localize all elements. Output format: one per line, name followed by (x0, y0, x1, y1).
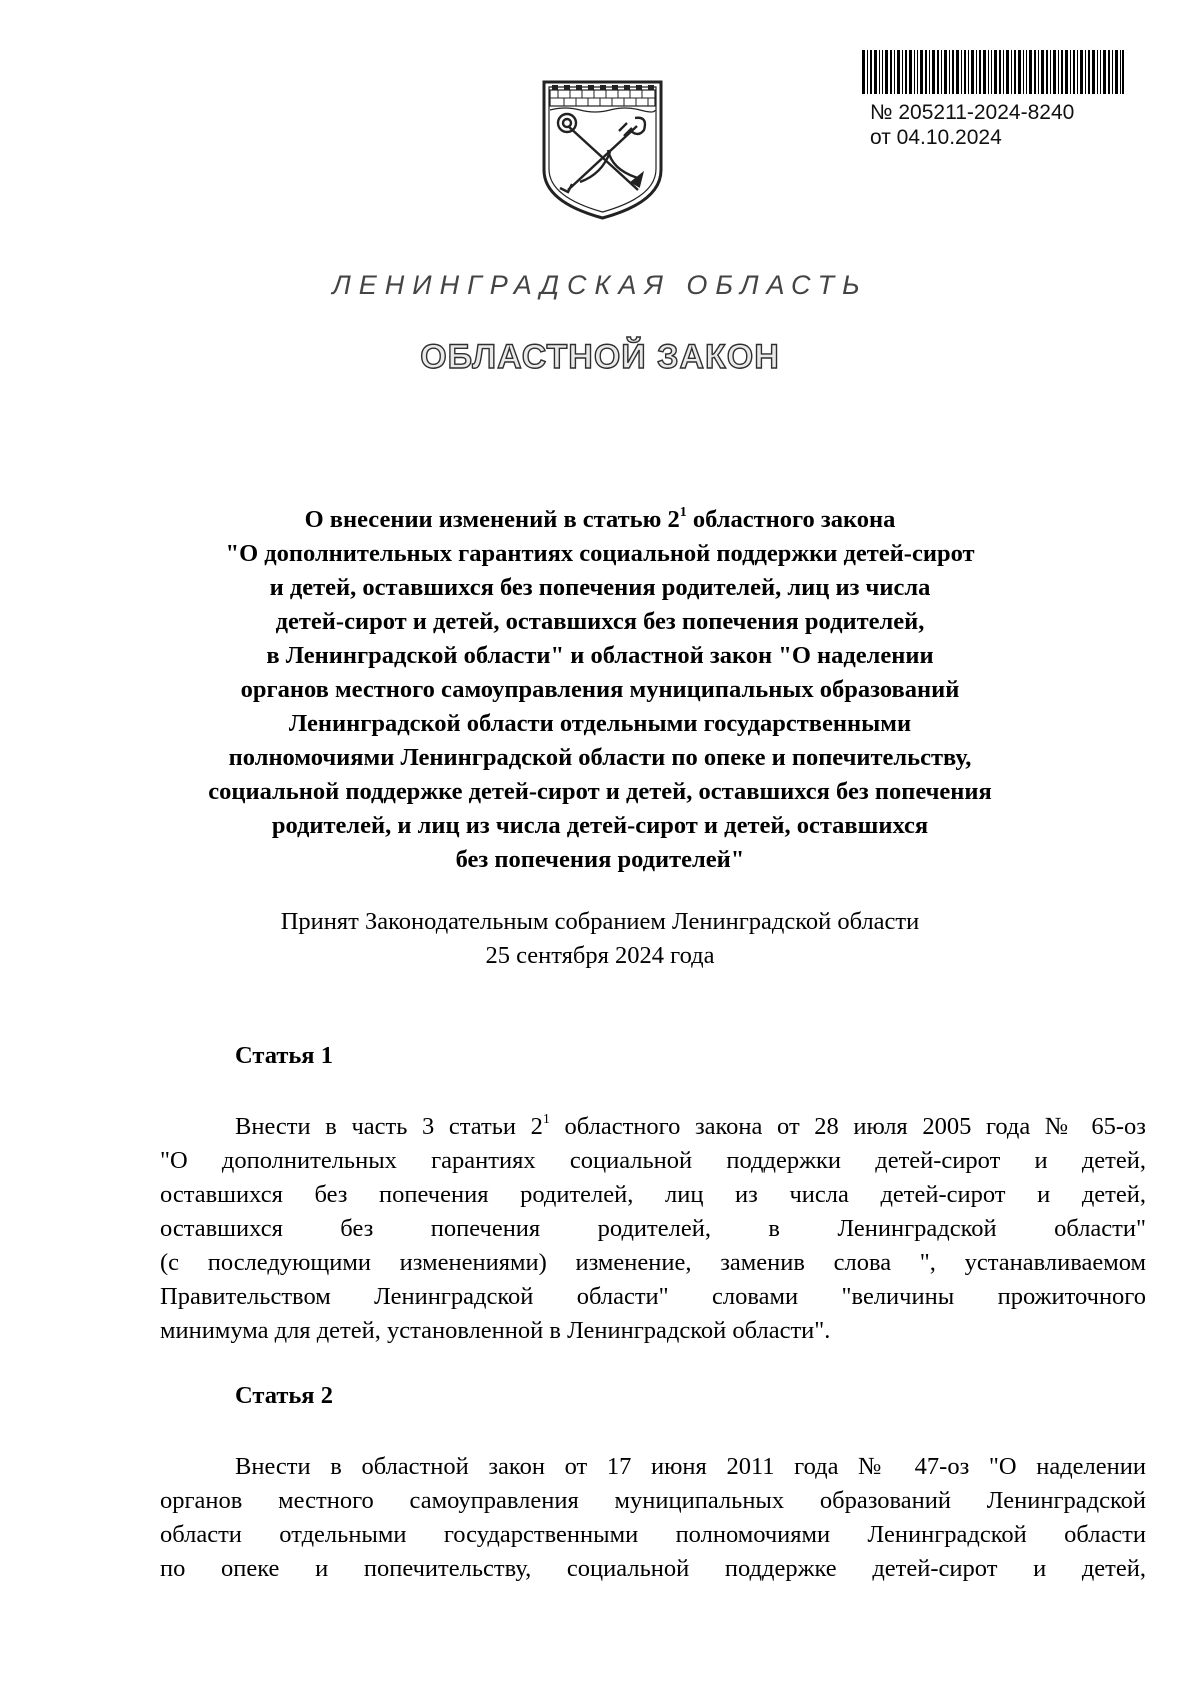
title-line: органов местного самоуправления муниципальных образований (240, 676, 960, 703)
title-line: Ленинградской области отдельными государственными (288, 710, 912, 737)
region-name: ЛЕНИНГРАДСКАЯ ОБЛАСТЬ (332, 270, 868, 300)
registration-number: № 205211-2024-8240 (870, 101, 1075, 124)
paragraph-line: органов местного самоуправления муниципальных образований Ленинградской (160, 1487, 1146, 1514)
paragraph-line: оставшихся без попечения родителей, в Ленинградской области" (160, 1215, 1146, 1242)
paragraph-line: оставшихся без попечения родителей, лиц из числа детей-сирот и детей, (160, 1181, 1146, 1208)
article-1-text (160, 1110, 1146, 1348)
paragraph-line: по опеке и попечительству, социальной поддержке детей-сирот и детей, (160, 1555, 1146, 1582)
title-line: социальной поддержке детей-сирот и детей, оставшихся без попечения (208, 778, 992, 805)
paragraph-line: "О дополнительных гарантиях социальной поддержки детей-сирот и детей, (160, 1147, 1146, 1174)
superscript: 1 (542, 1111, 550, 1127)
paragraph-line: (с последующими изменениями) изменение, заменив слова ", устанавливаемом (160, 1249, 1146, 1276)
article-2-heading: Статья 2 (235, 1382, 333, 1409)
title-line: детей-сирот и детей, оставшихся без попечения родителей, (275, 608, 925, 635)
registration-date: от 04.10.2024 (870, 126, 1002, 149)
article-1-heading: Статья 1 (235, 1042, 333, 1069)
coat-of-arms-icon (540, 78, 665, 221)
document-type: ОБЛАСТНОЙ ЗАКОН (420, 338, 780, 376)
adoption-note (100, 905, 1100, 973)
title-line: полномочиями Ленинградской области по опеке и попечительству, (228, 744, 972, 771)
barcode-icon (862, 50, 1124, 94)
paragraph-line: Правительством Ленинградской области" словами "величины прожиточного (160, 1283, 1146, 1310)
adoption-date: 25 сентября 2024 года (485, 942, 715, 969)
title-line: без попечения родителей" (455, 846, 745, 873)
title-line: "О дополнительных гарантиях социальной поддержки детей-сирот (225, 540, 975, 567)
title-line: в Ленинградской области" и областной закон "О наделении (266, 642, 934, 669)
article-2-text (160, 1450, 1146, 1586)
paragraph-line: Внести в областной закон от 17 июня 2011 года № 47-оз "О наделении (235, 1453, 1146, 1480)
law-title (100, 503, 1100, 877)
superscript: 1 (679, 504, 687, 520)
title-line: и детей, оставшихся без попечения родителей, лиц из числа (269, 574, 931, 601)
paragraph-line: Внести в часть 3 статьи $2^1$ областного закона от 28 июля 2005 года № 65-оз (235, 1111, 1146, 1140)
title-line: родителей, и лиц из числа детей-сирот и детей, оставшихся (271, 812, 929, 839)
adoption-body: Принят Законодательным собранием Ленинградской области (280, 908, 920, 935)
registration-block (870, 100, 1074, 150)
paragraph-line: минимума для детей, установленной в Ленинградской области". (160, 1317, 831, 1344)
title-line: О внесении изменений в статью $2^1$ областного закона (304, 504, 896, 533)
paragraph-line: области отдельными государственными полномочиями Ленинградской области (160, 1521, 1146, 1548)
